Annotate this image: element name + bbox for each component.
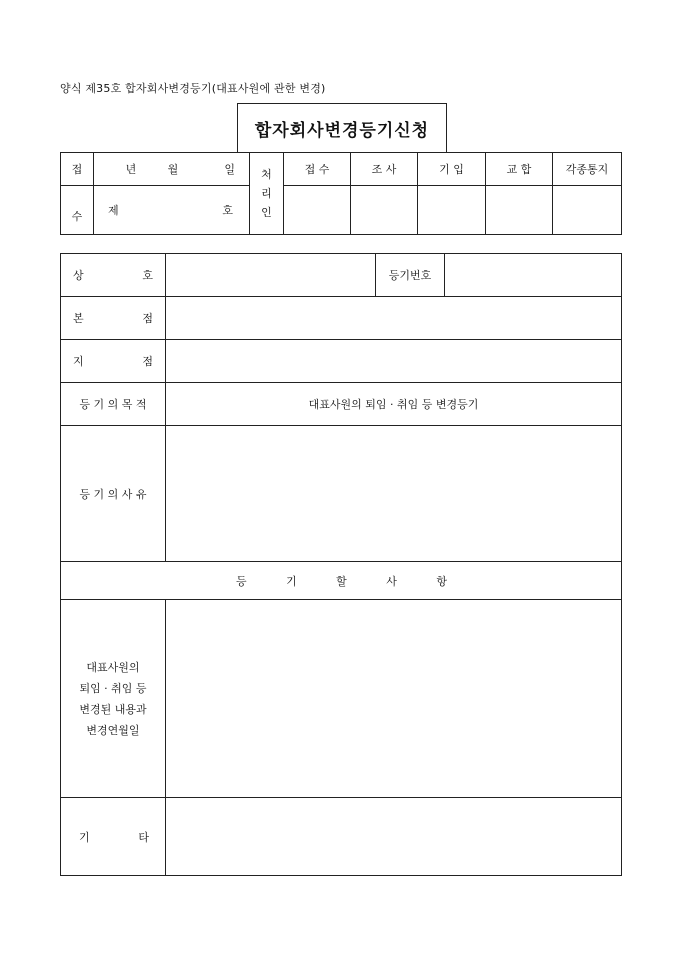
processing-char-1: 처 — [261, 168, 272, 181]
other-input[interactable] — [166, 798, 622, 876]
stage-entry: 기 입 — [418, 153, 486, 186]
stage-receipt: 접 수 — [284, 153, 351, 186]
receipt-date-cell[interactable] — [94, 153, 250, 186]
receipt-number-cell[interactable] — [94, 186, 250, 235]
head-office-input[interactable] — [166, 297, 622, 340]
month-label: 월 — [167, 163, 179, 176]
processing-char-3: 인 — [261, 206, 272, 219]
head-office-label: 본 점 — [61, 297, 166, 340]
processing-label — [250, 153, 284, 235]
reason-input[interactable] — [166, 426, 622, 562]
change-details-label: 대표사원의 퇴임 · 취임 등 변경된 내용과 변경연월일 — [61, 600, 166, 798]
stage-notice: 각종통지 — [553, 153, 622, 186]
change-details-input[interactable] — [166, 600, 622, 798]
branch-input[interactable] — [166, 340, 622, 383]
matters-heading: 등 기 할 사 항 — [61, 562, 622, 600]
stage-review: 조 사 — [351, 153, 418, 186]
trade-name-input[interactable] — [166, 254, 376, 297]
receipt-table — [60, 152, 622, 235]
branch-label: 지 점 — [61, 340, 166, 383]
registration-number-input[interactable] — [445, 254, 622, 297]
reason-label: 등 기 의 사 유 — [61, 426, 166, 562]
receipt-label-top: 접 — [61, 153, 94, 186]
year-label: 년 — [125, 163, 137, 176]
application-table — [60, 253, 622, 876]
form-number: 양식 제35호 합자회사변경등기(대표사원에 관한 변경) — [60, 82, 326, 95]
stage-verify-sign[interactable] — [486, 186, 553, 235]
processing-char-2: 리 — [261, 187, 272, 200]
purpose-label: 등 기 의 목 적 — [61, 383, 166, 426]
day-label: 일 — [224, 163, 235, 176]
purpose-value: 대표사원의 퇴임 · 취임 등 변경등기 — [166, 383, 622, 426]
stage-verify: 교 합 — [486, 153, 553, 186]
stage-receipt-sign[interactable] — [284, 186, 351, 235]
stage-notice-sign[interactable] — [553, 186, 622, 235]
other-label: 기 타 — [61, 798, 166, 876]
stage-entry-sign[interactable] — [418, 186, 486, 235]
form-title: 합자회사변경등기신청 — [237, 103, 447, 152]
receipt-label-bottom: 수 — [61, 186, 94, 235]
registration-number-label: 등기번호 — [376, 254, 445, 297]
number-suffix-label: 호 — [222, 204, 233, 217]
stage-review-sign[interactable] — [351, 186, 418, 235]
number-prefix-label: 제 — [108, 204, 119, 217]
trade-name-label: 상 호 — [61, 254, 166, 297]
